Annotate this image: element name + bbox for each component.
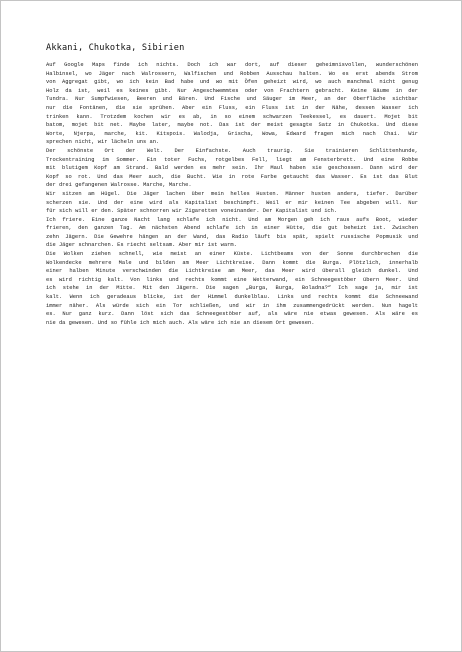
- text-line: einer halben Minute verschwinden die Lichtkreise am Meer, das Meer wird überall gleich dunkel. Und: [46, 268, 418, 275]
- text-line: Die Wolken ziehen schnell, wie meist an einer Küste. Lichtbeams von der Sonne durchbrechen die: [46, 251, 418, 258]
- text-line: sprechen nicht, wir lächeln uns an.: [46, 139, 160, 146]
- text-line: Tundra. Nur Sumpfwiesen, Beeren und Bären. Und Fische und Säuger im Meer, an der Oberfläche sichtbar: [46, 96, 418, 103]
- text-line: nie da gewesen. Und so fühle ich mich auch. Als wäre ich nie an diesem Ort gewesen.: [46, 319, 315, 326]
- text-line: Halbinsel, wo Jäger nach Walrossern, Walfischen und Robben Ausschau halten. Wo es erst abends Strom: [46, 70, 418, 77]
- text-line: Ich friere. Eine ganze Nacht lang schlafe ich nicht. Und am Morgen geh ich raus aufs Boot, wieder: [46, 216, 418, 223]
- text-line: immer näher. Als würde sich ein Tor schließen, und wir in ihm zusammengedrückt werden. Nun hagelt: [46, 302, 418, 309]
- text-line: für sich will er den. Später schnorren wir Zigaretten voneinander. Der Kapitalist und ich.: [46, 208, 338, 215]
- text-line: von Aggregat gibt, wo ich kein Bad habe und wo mit Öfen geheizt wird, wo auch manchmal nicht genug: [46, 79, 418, 86]
- text-line: nur die Fontänen, die sie sprühen. Aber ein Fluss, ein Fluss ist in der Nähe, dessen Wasser ich: [46, 104, 418, 111]
- text-line: Kopf so rot. Und das Meer auch, die Bucht. Wie in rote Farbe getaucht das Wasser. Es ist das Blut: [46, 173, 418, 180]
- text-line: der drei gefangenen Walrosse. Marche, Marche.: [46, 182, 192, 189]
- text-line: kalt. Wenn ich geradeaus blicke, ist der Himmel dunkelblau. Links und rechts kommt die Schneewand: [46, 294, 418, 301]
- text-line: Der schönste Ort der Welt. Der Einfachste. Auch traurig. Sie trainieren Schlittenhunde,: [46, 147, 418, 154]
- text-line: Wolkendecke mehrere Male und bilden am Meer Lichtkreise. Dann kommt die Burga. Plötzlich, innerhalb: [46, 259, 418, 266]
- text-line: mit blutigem Kopf am Strand. Bald werden es mehr sein. Ihr Maul haben sie geschossen. Dann wird der: [46, 165, 418, 172]
- text-line: es. Nur ganz kurz. Dann löst sich das Schneegestöber auf, als wäre nie etwas gewesen. Als wäre es: [46, 311, 418, 318]
- document-title: Akkani, Chukotka, Sibirien: [46, 43, 185, 53]
- text-line: Auf Google Maps finde ich nichts. Doch ich war dort, auf dieser geheimnisvollen, wunderschönen: [46, 62, 418, 68]
- text-line: Holz da ist, weil es keines gibt. Nur Angeschwemmtes oder von Frachtern gebracht. Keine Bäume in der: [46, 87, 418, 94]
- text-line: frieren, den ganzen Tag. Am nächsten Abend schlafe ich in einer Hütte, die gut beheizt ist. Zwischen: [46, 225, 418, 232]
- text-line: Wir sitzen am Hügel. Die Jäger lachen über mein helles Husten. Männer husten anders, tiefer. Darüber: [46, 190, 418, 197]
- text-line: ich stehe in der Mitte. Mit den Jägern. Die sagen „Burga, Burga, Boladna?“ Ich sage ja, mir ist: [46, 285, 418, 292]
- text-line: Trockentraining im Sommer. Ein toter Fuchs, rotgelbes Fell, liegt am Fensterbrett. Und eine Robbe: [46, 156, 418, 163]
- text-line: zehn Jägern. Die Gewehre hängen an der Wand, das Radio läuft bis spät, spielt russische Popmusik und: [46, 233, 418, 240]
- text-line: es wird richtig kalt. Von links und rechts kommt eine Wetterwand, ein Schneegestöber übern Meer. Und: [46, 276, 418, 283]
- text-line: die Jäger schnarchen. Es riecht seltsam. Aber mir ist warm.: [46, 242, 237, 249]
- text-line: trinken kann. Trotzdem kochen wir es ab, in so einem schwarzen Teekessel, es dauert. Mojet bit: [46, 113, 418, 120]
- text-line: batom, mojet bit net. Maybe later, maybe not. Das ist der meist gesagte Satz in Chukotka. Und diese: [46, 122, 418, 129]
- text-line: Worte, Njerpa, marche, kit. Kitspois. Walodja, Grischa, Wowa, Edward fragen mich nach Chai. Wir: [46, 130, 418, 137]
- text-line: scherzen sie. Und der eine wird als Kapitalist beschimpft. Weil er mir keinen Tee abgeben will. Nur: [46, 199, 418, 206]
- document-body: [46, 61, 418, 327]
